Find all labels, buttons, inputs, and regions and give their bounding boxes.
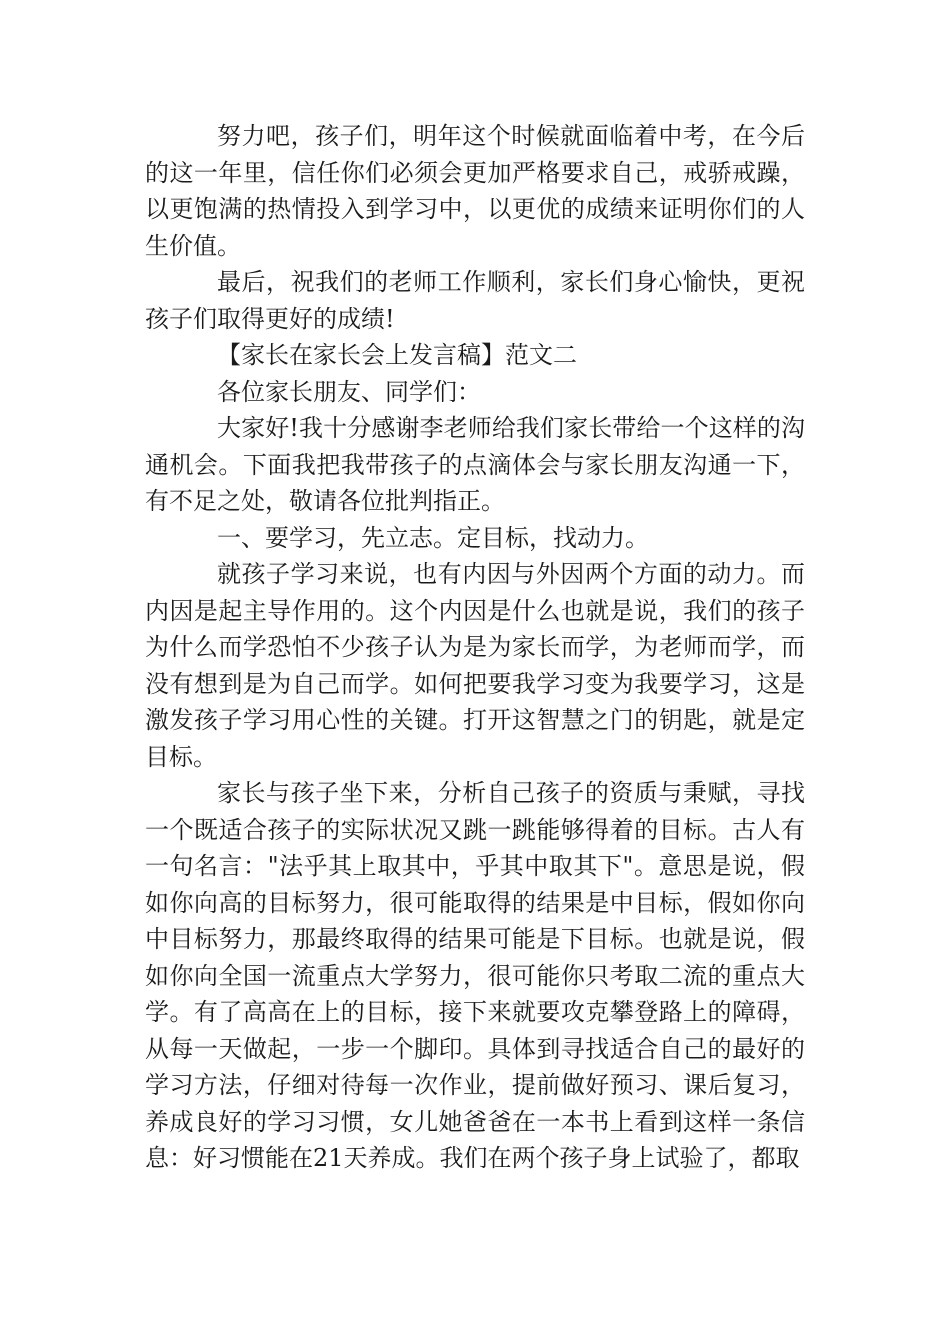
paragraph-greeting: 大家好!我十分感谢李老师给我们家长带给一个这样的沟通机会。下面我把我带孩子的点滴体会与家长朋友沟通一下，有不足之处，敬请各位批判指正。 xyxy=(145,414,805,515)
document-body xyxy=(145,118,805,1177)
paragraph-goal-setting: 家长与孩子坐下来，分析自己孩子的资质与秉赋，寻找一个既适合孩子的实际状况又跳一跳能够得着的目标。古人有一句名言："法乎其上取其中，乎其中取其下"。意思是说，假如你向高的目标努力，很可能取得的结果是中目标，假如你向中目标努力，那最终取得的结果可能是下目标。也就是说，假如你向全国一流重点大学努力，很可能你只考取二流的重点大学。有了高高在上的目标，接下来就要攻克攀登路上的障碍，从每一天做起，一步一个脚印。具体到寻找适合自己的最好的学习方法，仔细对待每一次作业，提前做好预习、课后复习，养成良好的学习习惯，女儿她爸爸在一本书上看到这样一条信息：好习惯能在21天养成。我们在两个孩子身上试验了，都取 xyxy=(145,779,805,1172)
subheading-set-goals: 一、要学习，先立志。定目标，找动力。 xyxy=(217,523,649,552)
salutation: 各位家长朋友、同学们： xyxy=(217,377,481,406)
paragraph-internal-motivation: 就孩子学习来说，也有内因与外因两个方面的动力。而内因是起主导作用的。这个内因是什么也就是说，我们的孩子为什么而学恐怕不少孩子认为是为家长而学，为老师而学，而没有想到是为自己而学。如何把要我学习变为我要学习，这是激发孩子学习用心性的关键。打开这智慧之门的钥匙，就是定目标。 xyxy=(145,560,805,771)
section-title: 【家长在家长会上发言稿】范文二 xyxy=(217,341,577,369)
paragraph-closing-wishes: 最后，祝我们的老师工作顺利，家长们身心愉快，更祝孩子们取得更好的成绩! xyxy=(145,268,805,333)
paragraph-exhortation: 努力吧，孩子们，明年这个时候就面临着中考，在今后的这一年里，信任你们必须会更加严格要求自己，戒骄戒躁，以更饱满的热情投入到学习中，以更优的成绩来证明你们的人生价值。 xyxy=(145,122,805,260)
